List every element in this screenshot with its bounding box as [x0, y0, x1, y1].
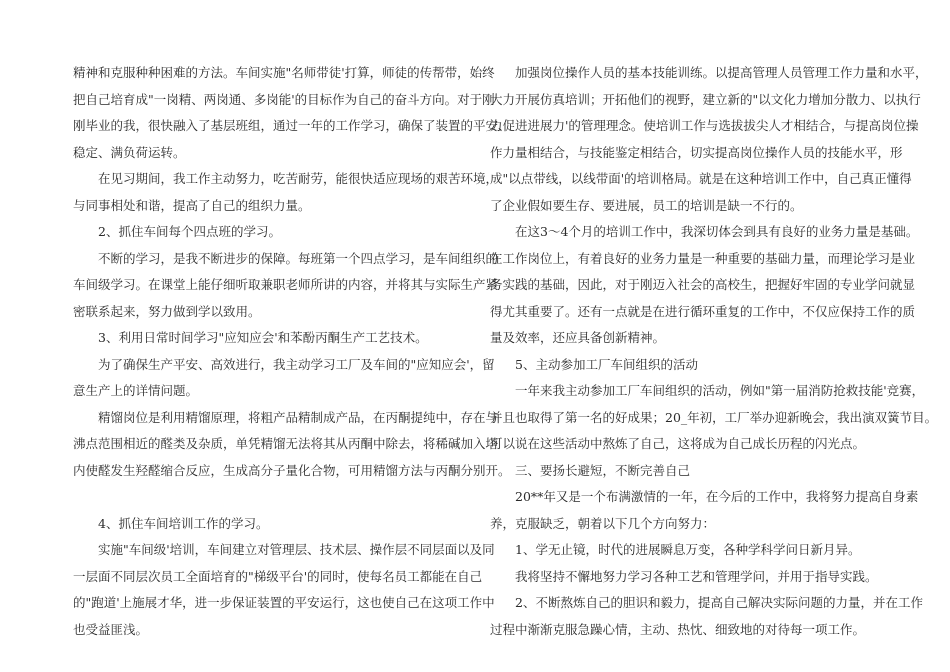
- text-line: 作力量相结合，与技能鉴定相结合，切实提高岗位操作人员的技能水平，形: [490, 144, 903, 160]
- text-line: 一年来我主动参加工厂车间组织的活动，例如"第一届消防抢救技能'竞赛，: [490, 383, 925, 398]
- text-line: 意生产上的详情问题。: [73, 383, 199, 398]
- text-line: 过程中渐渐克服急躁心情，主动、热忱、细致地的对待每一项工作。: [490, 621, 866, 637]
- text-line: 4、抓住车间培训工作的学习。: [73, 515, 269, 531]
- right-text-column: [490, 60, 938, 643]
- text-line: 力促进进展力'的管理理念。使培训工作与选拔拔尖人才相结合，与提高岗位操: [490, 118, 919, 133]
- text-line: 成"以点带线，以线带面'的培训格局。就是在这种培训工作中，自己真正懂得: [490, 171, 912, 186]
- text-line: 精馏岗位是利用精馏原理，将粗产品精制成产品，在丙酮提纯中，存在与: [73, 409, 499, 425]
- text-line: 务实践的基础，因此，对于刚迈入社会的高校生，把握好牢固的专业学问就显: [490, 277, 916, 292]
- text-line: 了企业假如要生存、要进展，员工的培训是缺一不行的。: [490, 197, 803, 213]
- text-line: 三、要扬长避短，不断完善自己: [490, 462, 691, 478]
- text-line: 1、学无止镜，时代的进展瞬息万变，各种学科学问日新月异。: [490, 542, 861, 557]
- text-line: 的"跑道'上施展才华，进一步保证装置的平安运行，这也使自己在这项工作中: [73, 595, 495, 610]
- text-line: 养，克服缺乏，朝着以下几个方向努力：: [490, 515, 716, 531]
- text-line: 为了确保生产平安、高效进行，我主动学习工厂及车间的"应知应会'，留: [73, 356, 495, 372]
- text-line: 2、抓住车间每个四点班的学习。: [73, 224, 281, 239]
- text-line: 不断的学习，是我不断进步的保障。每班第一个四点学习，是车间组织的: [73, 250, 499, 266]
- text-line: 5、主动参加工厂车间组织的活动: [490, 356, 698, 372]
- text-line: 精神和克服种种困难的方法。车间实施"名师带徒'打算，师徒的传帮带，始终: [73, 65, 495, 80]
- text-line: 在工作岗位上，有着良好的业务力量是一种重要的基础力量，而理论学习是业: [490, 250, 916, 266]
- text-line: 与同事相处和谐，提高了自己的组织力量。: [73, 197, 311, 213]
- text-line: 把自己培育成"一岗精、两岗通、多岗能'的目标作为自己的奋斗方向。对于刚: [73, 91, 495, 107]
- text-line: 实施"车间级'培训，车间建立对管理层、技术层、操作层不同层面以及同: [73, 542, 495, 557]
- text-line: 可以说在这些活动中熬炼了自己，这将成为自己成长历程的闪光点。: [490, 436, 866, 451]
- left-text-column: [73, 60, 511, 643]
- text-line: 沸点范围相近的醛类及杂质，单凭精馏无法将其从丙酮中除去，将稀碱加入塔: [73, 436, 499, 451]
- text-line: 我将坚持不懈地努力学习各种工艺和管理学问，并用于指导实践。: [490, 568, 878, 584]
- text-line: 刚毕业的我，很快融入了基层班组，通过一年的工作学习，确保了装置的平安、: [73, 118, 511, 133]
- text-line: 得尤其重要了。还有一点就是在进行循环重复的工作中，不仅应保持工作的质: [490, 303, 916, 319]
- text-line: 稳定、满负荷运转。: [73, 144, 186, 160]
- blank-line: [73, 484, 455, 511]
- text-line: 车间级学习。在课堂上能仔细听取兼职老师所讲的内容，并将其与实际生产紧: [73, 277, 499, 292]
- text-line: 内使醛发生羟醛缩合反应，生成高分子量化合物，可用精馏方法与丙酮分别开。: [73, 462, 511, 478]
- text-line: 量及效率，还应具备创新精神。: [490, 330, 666, 345]
- text-line: 一层面不同层次员工全面培育的"梯级平台'的同时，使每名员工都能在自己: [73, 568, 483, 584]
- text-line: 在见习期间，我工作主动努力，吃苦耐劳，能很快适应现场的艰苦环境，: [73, 171, 499, 186]
- text-line: 也受益匪浅。: [73, 621, 149, 637]
- text-line: 20**年又是一个布满激情的一年，在今后的工作中，我将努力提高自身素: [490, 489, 919, 504]
- text-line: 加强岗位操作人员的基本技能训练。以提高管理人员管理工作力量和水平，: [490, 65, 928, 80]
- text-line: 2、不断熬炼自己的胆识和毅力，提高自己解决实际问题的力量，并在工作: [490, 595, 923, 610]
- text-line: 3、利用日常时间学习"应知应会'和苯酚丙酮生产工艺技术。: [73, 330, 428, 345]
- text-line: 密联系起来，努力做到学以致用。: [73, 303, 261, 319]
- text-line: 大力开展仿真培训；开拓他们的视野，建立新的"以文化力增加分散力、以执行: [490, 91, 921, 107]
- text-line: 并且也取得了第一名的好成果；20_年初，工厂举办迎新晚会，我出演双簧节目。: [490, 409, 938, 425]
- text-line: 在这3～4个月的培训工作中，我深切体会到具有良好的业务力量是基础。: [490, 224, 919, 239]
